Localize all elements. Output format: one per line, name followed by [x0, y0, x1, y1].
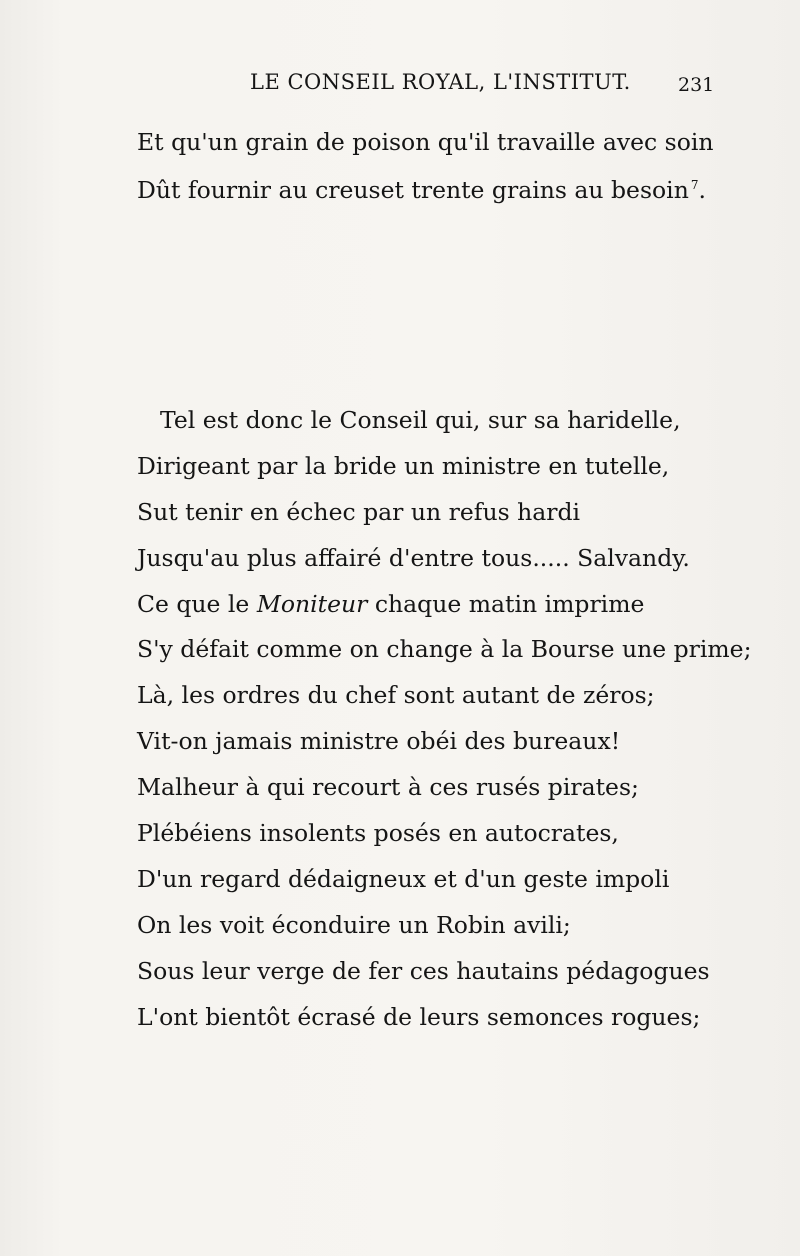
verse-line: S'y défait comme on change à la Bourse une prime;	[137, 635, 752, 664]
verse-line: D'un regard dédaigneux et d'un geste impoli	[137, 864, 670, 893]
verse-line: Malheur à qui recourt à ces rusés pirates;	[137, 773, 639, 802]
verse-line: On les voit éconduire un Robin avili;	[137, 910, 571, 939]
verse-punctuation: .	[698, 176, 706, 204]
verse-line: Plébéiens insolents posés en autocrates,	[137, 819, 619, 848]
verse-line: Sut tenir en échec par un refus hardi	[137, 497, 581, 526]
stanza-2	[0, 398, 800, 1040]
verse-line: Tel est donc le Conseil qui, sur sa haridelle,	[160, 406, 681, 434]
verse-line: Vit-on jamais ministre obéi des bureaux!	[137, 727, 621, 756]
verse-text: chaque matin imprime	[367, 589, 645, 618]
verse-text: Dût fournir au creuset trente grains au besoin	[137, 176, 689, 204]
italic-title: Moniteur	[256, 589, 368, 618]
verse-line: Et qu'un grain de poison qu'il travaille avec soin	[137, 128, 714, 156]
verse-line: Jusqu'au plus affairé d'entre tous..... Salvandy.	[137, 543, 690, 572]
verse-line: L'ont bientôt écrasé de leurs semonces rogues;	[137, 1002, 701, 1031]
verse-line: Dirigeant par la bride un ministre en tutelle,	[137, 451, 670, 480]
page-header	[0, 70, 800, 100]
verse-line: Sous leur verge de fer ces hautains pédagogues	[137, 956, 710, 985]
verse-line	[0, 166, 800, 214]
page-number: 231	[678, 74, 715, 96]
verse-text: Ce que le	[137, 589, 257, 618]
footnote-reference: 7	[690, 178, 699, 193]
verse-line	[0, 582, 800, 628]
stanza-1	[0, 118, 800, 214]
verse-line: Là, les ordres du chef sont autant de zéros;	[137, 681, 655, 710]
running-title: LE CONSEIL ROYAL, L'INSTITUT.	[250, 70, 631, 94]
